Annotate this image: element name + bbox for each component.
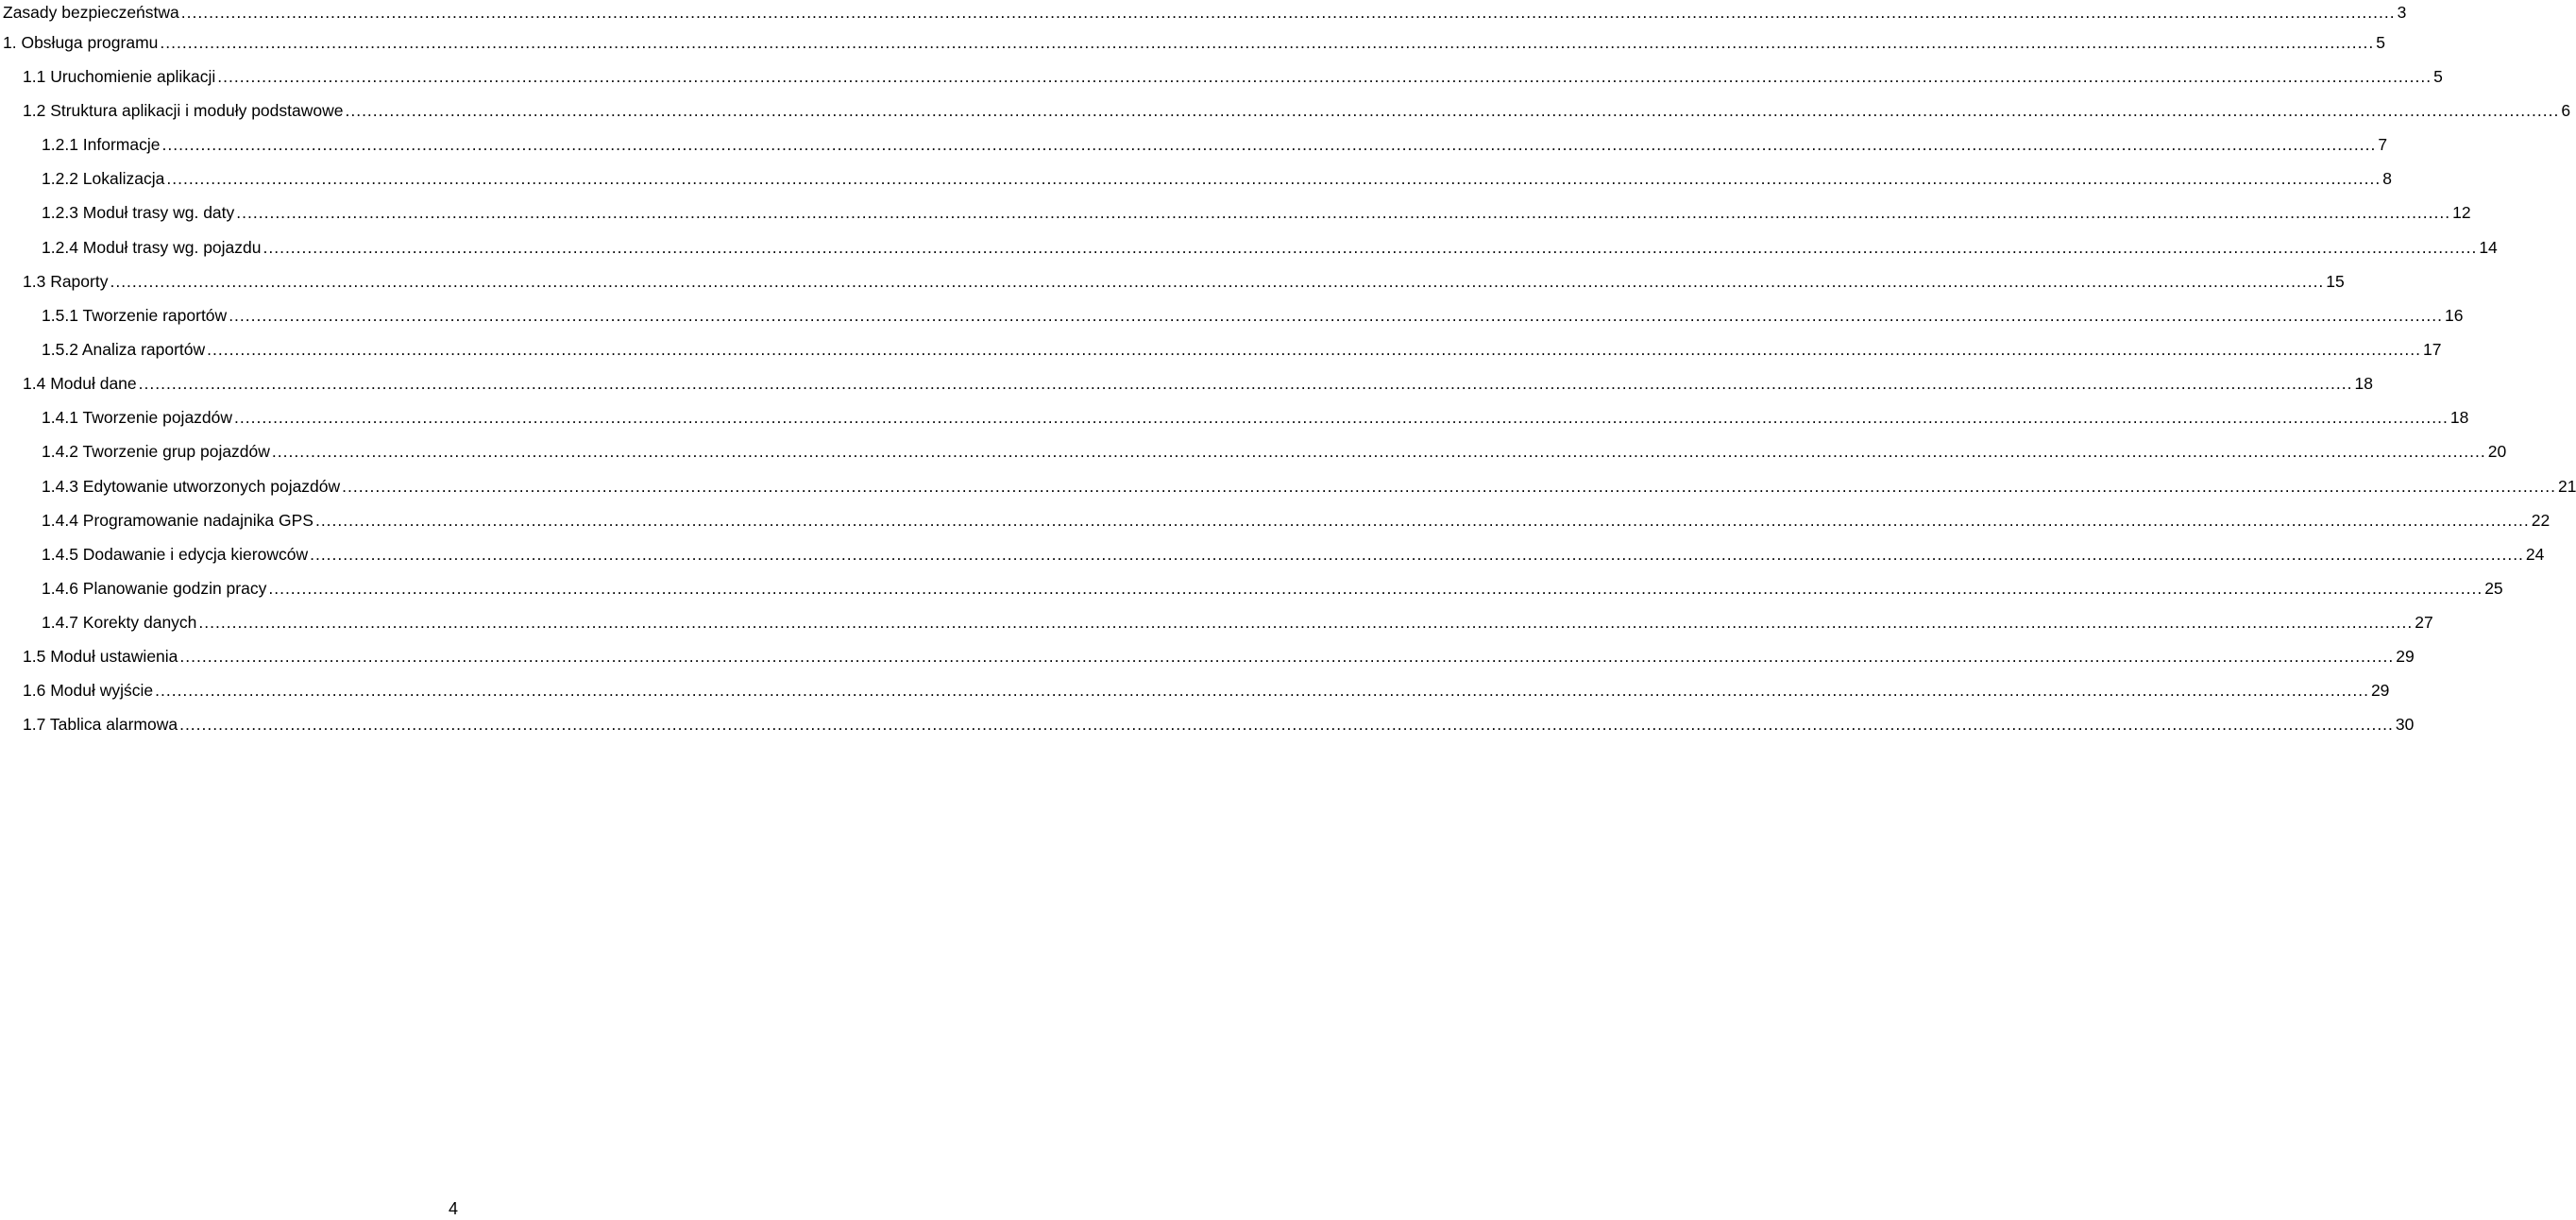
toc-entry-label: 1.5.1 Tworzenie raportów (42, 306, 228, 325)
toc-entry-page: 3 (2397, 3, 2407, 22)
toc-entry[interactable] (42, 474, 2576, 499)
toc-entry-label: 1.2.3 Moduł trasy wg. daty (42, 203, 235, 222)
toc-entry-page: 18 (2449, 408, 2469, 427)
dot-leader: ................................................................................................................................................................................................................................................................................................................................................................................................................ (180, 3, 2396, 22)
toc-entry-label: 1.4.3 Edytowanie utworzonych pojazdów (42, 477, 341, 496)
dot-leader: ................................................................................................................................................................................................................................................................................................................................................................................................................ (179, 647, 2395, 666)
toc-entry-label: 1.4 Moduł dane (23, 374, 137, 393)
toc-entry-page: 15 (2326, 272, 2345, 291)
toc-entry-page: 24 (2525, 545, 2545, 564)
dot-leader: ................................................................................................................................................................................................................................................................................................................................................................................................................ (160, 33, 2375, 52)
dot-leader: ................................................................................................................................................................................................................................................................................................................................................................................................................ (155, 681, 2369, 700)
toc-entry[interactable] (23, 712, 2415, 737)
dot-leader: ................................................................................................................................................................................................................................................................................................................................................................................................................ (198, 613, 2414, 632)
toc-entry[interactable] (42, 576, 2503, 601)
page-number: 4 (448, 1199, 458, 1218)
toc-entry[interactable] (42, 439, 2507, 464)
toc-entry-page: 18 (2354, 374, 2373, 393)
toc-entry-page: 14 (2479, 238, 2498, 257)
toc-entry-label: 1.1 Uruchomienie aplikacji (23, 67, 216, 86)
toc-entry[interactable] (3, 30, 2385, 55)
toc-entry-label: 1.6 Moduł wyjście (23, 681, 154, 700)
toc-entry-label: 1.2.4 Moduł trasy wg. pojazdu (42, 238, 262, 257)
dot-leader: ................................................................................................................................................................................................................................................................................................................................................................................................................ (138, 374, 2353, 393)
toc-entry[interactable] (42, 405, 2469, 430)
toc-entry-label: 1.4.4 Programowanie nadajnika GPS (42, 511, 314, 530)
toc-entry-page: 22 (2531, 511, 2551, 530)
toc-entry[interactable] (42, 166, 2392, 191)
toc-entry[interactable] (42, 235, 2498, 260)
toc-entry[interactable] (42, 610, 2433, 635)
toc-entry-page: 7 (2378, 135, 2388, 154)
toc-entry-page: 29 (2396, 647, 2415, 666)
toc-entry-label: 1.4.5 Dodawanie i edycja kierowców (42, 545, 309, 564)
toc-entry-label: 1.4.1 Tworzenie pojazdów (42, 408, 233, 427)
toc-entry-label: 1.5.2 Analiza raportów (42, 340, 206, 359)
dot-leader: ................................................................................................................................................................................................................................................................................................................................................................................................................ (314, 511, 2530, 530)
toc-entry[interactable] (23, 269, 2345, 294)
dot-leader: ................................................................................................................................................................................................................................................................................................................................................................................................................ (179, 715, 2394, 734)
dot-leader: ................................................................................................................................................................................................................................................................................................................................................................................................................ (263, 238, 2478, 257)
dot-leader: ................................................................................................................................................................................................................................................................................................................................................................................................................ (217, 67, 2432, 86)
toc-entry[interactable] (42, 337, 2442, 362)
toc-entry-label: 1.7 Tablica alarmowa (23, 715, 178, 734)
dot-leader: ................................................................................................................................................................................................................................................................................................................................................................................................................ (161, 135, 2377, 154)
toc-entry[interactable] (23, 98, 2571, 123)
dot-leader: ................................................................................................................................................................................................................................................................................................................................................................................................................ (110, 272, 2325, 291)
dot-leader: ................................................................................................................................................................................................................................................................................................................................................................................................................ (342, 477, 2556, 496)
toc-entry-page: 17 (2423, 340, 2442, 359)
toc-entry-page: 5 (2376, 33, 2385, 52)
dot-leader: ................................................................................................................................................................................................................................................................................................................................................................................................................ (271, 442, 2486, 461)
dot-leader: ................................................................................................................................................................................................................................................................................................................................................................................................................ (268, 579, 2483, 598)
dot-leader: ................................................................................................................................................................................................................................................................................................................................................................................................................ (345, 101, 2560, 120)
toc-entry-label: 1.4.2 Tworzenie grup pojazdów (42, 442, 270, 461)
dot-leader: ................................................................................................................................................................................................................................................................................................................................................................................................................ (207, 340, 2421, 359)
toc-entry-page: 21 (2558, 477, 2576, 496)
dot-leader: ................................................................................................................................................................................................................................................................................................................................................................................................................ (229, 306, 2444, 325)
toc-entry[interactable] (3, 0, 2407, 25)
toc-entry-page: 6 (2561, 101, 2571, 120)
toc-entry-page: 16 (2445, 306, 2464, 325)
toc-entry[interactable] (42, 542, 2545, 567)
toc-entry[interactable] (42, 508, 2551, 533)
toc-entry-label: Zasady bezpieczeństwa (3, 3, 179, 22)
toc-entry-page: 25 (2484, 579, 2503, 598)
toc-entry-page: 20 (2487, 442, 2507, 461)
toc-entry-label: 1.4.6 Planowanie godzin pracy (42, 579, 267, 598)
toc-entry-page: 29 (2370, 681, 2390, 700)
toc-entry[interactable] (23, 371, 2373, 396)
toc-entry[interactable] (42, 132, 2388, 157)
toc-entry[interactable] (23, 644, 2415, 669)
toc-entry-page: 8 (2382, 169, 2392, 188)
toc-entry-page: 12 (2452, 203, 2471, 222)
toc-entry-page: 30 (2395, 715, 2415, 734)
toc-entry-label: 1. Obsługa programu (3, 33, 159, 52)
toc-entry-label: 1.2.1 Informacje (42, 135, 161, 154)
toc-entry-label: 1.3 Raporty (23, 272, 109, 291)
toc-entry[interactable] (23, 678, 2390, 703)
toc-entry-label: 1.4.7 Korekty danych (42, 613, 197, 632)
dot-leader: ................................................................................................................................................................................................................................................................................................................................................................................................................ (166, 169, 2381, 188)
toc-entry-label: 1.5 Moduł ustawienia (23, 647, 178, 666)
toc-entry[interactable] (42, 303, 2464, 328)
toc-entry-page: 5 (2433, 67, 2443, 86)
toc-entry-page: 27 (2415, 613, 2433, 632)
dot-leader: ................................................................................................................................................................................................................................................................................................................................................................................................................ (310, 545, 2524, 564)
toc-entry-label: 1.2 Struktura aplikacji i moduły podstawowe (23, 101, 344, 120)
toc-entry[interactable] (42, 200, 2471, 225)
toc-entry[interactable] (23, 64, 2443, 89)
toc-entry-label: 1.2.2 Lokalizacja (42, 169, 165, 188)
dot-leader: ................................................................................................................................................................................................................................................................................................................................................................................................................ (234, 408, 2449, 427)
dot-leader: ................................................................................................................................................................................................................................................................................................................................................................................................................ (236, 203, 2451, 222)
